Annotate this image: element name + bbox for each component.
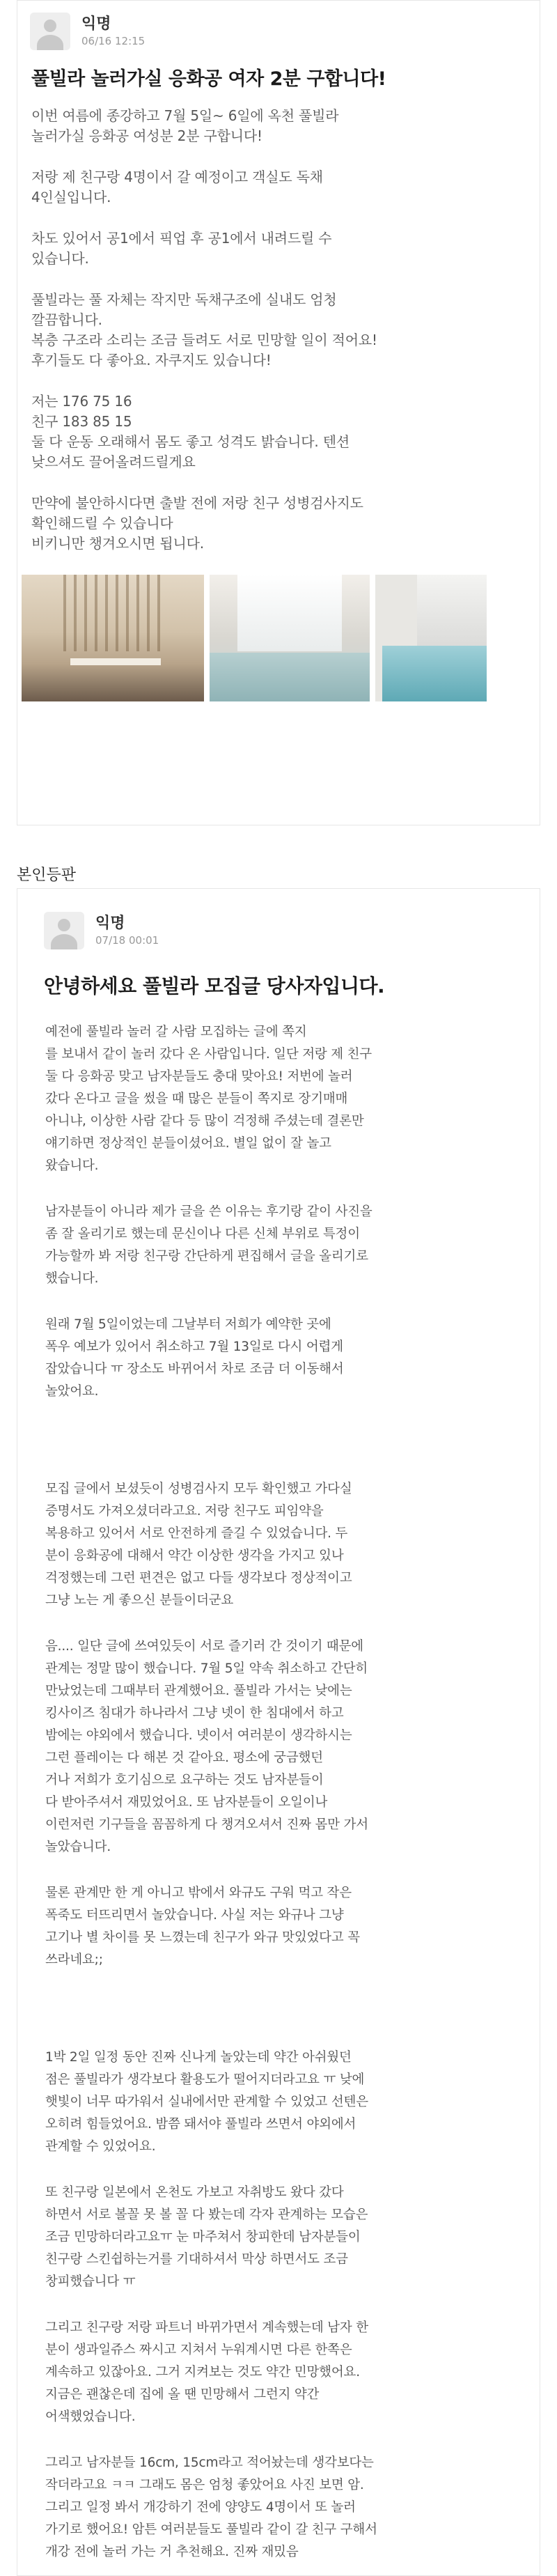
text-line: 저랑 제 친구랑 4명이서 갈 예정이고 객실도 독채 [31, 169, 323, 185]
post-body [17, 1021, 540, 2563]
text-line: 걱정했는데 그런 편견은 없고 다들 생각보다 정상적이고 [45, 1571, 352, 1585]
text-line: 원래 7월 5일이었는데 그날부터 저희가 예약한 곳에 [45, 1317, 331, 1332]
text-line: 비키니만 챙겨오시면 됩니다. [31, 535, 204, 552]
text-line: 분이 응화공에 대해서 약간 이상한 생각을 가지고 있나 [45, 1549, 344, 1563]
text-line: 모집 글에서 보셨듯이 성병검사지 모두 확인했고 가다실 [45, 1482, 352, 1496]
paragraph [17, 228, 540, 269]
text-line: 4인실입니다. [31, 189, 111, 205]
avatar-body-icon [51, 934, 77, 949]
text-line: 를 보내서 같이 놀러 갔다 온 사람입니다. 일단 저랑 제 친구 [45, 1047, 372, 1062]
text-line: 저는 176 75 16 [31, 393, 132, 410]
text-line: 계속하고 있잖아요. 그거 지켜보는 것도 약간 민망했어요. [45, 2365, 360, 2380]
text-line: 하면서 서로 볼꼴 못 볼 꼴 다 봤는데 각자 관계하는 모습은 [45, 2208, 368, 2222]
indoor-pool-image[interactable] [210, 575, 370, 701]
text-line: 고기나 별 차이를 못 느꼈는데 친구가 와규 맛있었다고 꼭 [45, 1930, 360, 1945]
paragraph [17, 167, 540, 208]
paragraph [17, 290, 540, 371]
text-line: 거나 저희가 호기심으로 요구하는 것도 남자분들이 [45, 1773, 324, 1787]
text-line: 잡았습니다 ㅠ 장소도 바뀌어서 차로 조금 더 이동해서 [45, 1362, 344, 1376]
post-date: 07/18 00:01 [95, 934, 159, 947]
text-line: 그런 플레이는 다 해본 것 같아요. 평소에 궁금했던 [45, 1751, 323, 1765]
paragraph [17, 493, 540, 554]
author-name: 익명 [81, 15, 111, 33]
avatar [44, 912, 84, 949]
text-line: 아니냐, 이상한 사람 같다 등 많이 걱정해 주셨는데 결론만 [45, 1114, 364, 1128]
text-line: 후기들도 다 좋아요. 자쿠지도 있습니다! [31, 352, 272, 368]
text-line: 만약에 불안하시다면 출발 전에 저랑 친구 성병검사지도 [31, 495, 363, 511]
text-line: 음.... 일단 글에 쓰여있듯이 서로 즐기러 간 것이기 때문에 [45, 1639, 363, 1654]
text-line: 지금은 괜찮은데 집에 올 땐 민망해서 그런지 약간 [45, 2387, 320, 2402]
text-line: 확인해드릴 수 있습니다 [31, 515, 173, 532]
text-line: 물론 관계만 한 게 아니고 밖에서 와규도 구워 먹고 작은 [45, 1886, 352, 1900]
paragraph [17, 1636, 540, 1859]
paragraph [17, 391, 540, 472]
text-line: 햇빛이 너무 따가워서 실내에서만 관계할 수 있었고 선텐은 [45, 2095, 368, 2109]
text-line: 좀 잘 올리기로 했는데 문신이나 다른 신체 부위로 특정이 [45, 1227, 360, 1241]
post-title: 풀빌라 놀러가실 응화공 여자 2분 구합니다! [31, 68, 386, 90]
text-line: 차도 있어서 공1에서 픽업 후 공1에서 내려드릴 수 [31, 230, 332, 247]
text-line: 관계할 수 있었어요. [45, 2139, 156, 2154]
paragraph [17, 106, 540, 146]
text-line: 창피했습니다 ㅠ [45, 2274, 136, 2289]
text-line: 1박 2일 일정 동안 진짜 신나게 놀았는데 약간 아쉬웠던 [45, 2050, 352, 2065]
paragraph [17, 1427, 540, 1454]
caption-label: 본인등판 [17, 866, 77, 883]
text-line: 쓰라네요;; [45, 1953, 103, 1967]
avatar-head-icon [58, 919, 70, 931]
text-line: 그냥 노는 게 좋으신 분들이더군요 [45, 1593, 234, 1608]
text-line: 폭우 예보가 있어서 취소하고 7월 13일로 다시 어렵게 [45, 1340, 343, 1354]
paragraph [17, 1201, 540, 1290]
text-line: 가기로 했어요! 암튼 여러분들도 풀빌라 같이 갈 친구 구해서 [45, 2522, 377, 2537]
text-line: 가능할까 봐 저랑 친구랑 간단하게 편집해서 글을 올리기로 [45, 1249, 368, 1264]
text-line: 낮으셔도 끌어올려드릴게요 [31, 453, 196, 470]
paragraph [17, 2317, 540, 2428]
text-line: 깔끔합니다. [31, 311, 102, 328]
post-title: 안녕하세요 풀빌라 모집글 당사자입니다. [44, 975, 385, 998]
text-line: 이런저런 기구들을 꼼꼼하게 다 챙겨오셔서 진짜 몸만 가서 [45, 1817, 368, 1832]
text-line: 남자분들이 아니라 제가 글을 쓴 이유는 후기랑 같이 사진을 [45, 1204, 372, 1219]
text-line: 밤에는 야외에서 했습니다. 넷이서 여러분이 생각하시는 [45, 1728, 352, 1743]
text-line: 있습니다. [31, 250, 89, 267]
avatar-body-icon [37, 35, 63, 50]
author-row [17, 910, 540, 952]
post-card-recruit [17, 0, 540, 825]
text-line: 했습니다. [45, 1271, 99, 1286]
text-line: 얘기하면 정상적인 분들이셨어요. 별일 없이 잘 놀고 [45, 1136, 331, 1151]
image-gallery [17, 575, 540, 701]
post-date: 06/16 12:15 [81, 35, 146, 47]
text-line: 어색했었습니다. [45, 2410, 136, 2424]
avatar-head-icon [44, 20, 56, 32]
text-line: 또 친구랑 일본에서 온천도 가보고 자취방도 왔다 갔다 [45, 2185, 344, 2200]
author-meta [81, 15, 145, 48]
text-line: 관계는 정말 많이 했습니다. 7월 5일 약속 취소하고 간단히 [45, 1661, 368, 1676]
post-card-review [17, 888, 540, 2576]
paragraph [17, 2452, 540, 2563]
text-line: 분이 생과일쥬스 짜시고 지쳐서 누워계시면 다른 한쪽은 [45, 2343, 352, 2357]
paragraph [17, 1478, 540, 1612]
text-line: 둘 다 응화공 맞고 남자분들도 충대 맞아요! 저번에 놀러 [45, 1069, 353, 1084]
text-line: 놀았어요. [45, 1384, 99, 1399]
text-line: 조금 민망하더라고요ㅠ 눈 마주쳐서 창피한데 남자분들이 [45, 2230, 361, 2244]
text-line: 놀러가실 응화공 여성분 2분 구합니다! [31, 127, 262, 144]
pool-view-image[interactable] [375, 575, 487, 701]
text-line: 점은 풀빌라가 생각보다 활용도가 떨어지더라고요 ㅠ 낮에 [45, 2072, 365, 2087]
author-meta [95, 914, 159, 947]
text-line: 친구랑 스킨쉽하는거를 기대하셔서 막상 하면서도 조금 [45, 2252, 348, 2267]
text-line: 킹사이즈 침대가 하나라서 그냥 넷이 한 침대에서 하고 [45, 1706, 344, 1721]
text-line: 다 받아주셔서 재밌었어요. 또 남자분들이 오일이나 [45, 1795, 328, 1810]
text-line: 복층 구조라 소리는 조금 들려도 서로 민망할 일이 적어요! [31, 332, 377, 348]
paragraph [17, 2182, 540, 2293]
text-line: 그리고 일정 봐서 개강하기 전에 양양도 4명이서 또 놀러 [45, 2500, 356, 2515]
text-line: 복용하고 있어서 서로 안전하게 즐길 수 있었습니다. 두 [45, 1526, 348, 1541]
text-line: 친구 183 85 15 [31, 413, 132, 430]
text-line: 예전에 풀빌라 놀러 갈 사람 모집하는 글에 쪽지 [45, 1025, 307, 1039]
paragraph [17, 1882, 540, 1971]
author-name: 익명 [95, 915, 125, 932]
paragraph [17, 1021, 540, 1177]
text-line: 개강 전에 놀러 가는 거 추천해요. 진짜 재밌음 [45, 2545, 299, 2559]
text-line: 증명서도 가져오셨더라고요. 저랑 친구도 피임약을 [45, 1504, 324, 1519]
text-line: 폭죽도 터뜨리면서 놀았습니다. 사실 저는 와규나 그냥 [45, 1908, 344, 1923]
author-row [17, 10, 540, 52]
text-line: 그리고 친구랑 저랑 파트너 바뀌가면서 계속했는데 남자 한 [45, 2320, 368, 2335]
avatar [30, 13, 70, 50]
paragraph [17, 1995, 540, 2023]
text-line: 그리고 남자분들 16cm, 15cm라고 적어놨는데 생각보다는 [45, 2455, 374, 2470]
paragraph [17, 1314, 540, 1403]
text-line: 둘 다 운동 오래해서 몸도 좋고 성격도 밝습니다. 텐션 [31, 433, 350, 450]
text-line: 작더라고요 ㅋㅋ 그래도 몸은 엄청 좋았어요 사진 보면 암. [45, 2478, 364, 2492]
text-line: 이번 여름에 종강하고 7월 5일~ 6일에 옥천 풀빌라 [31, 107, 339, 124]
paragraph [17, 2047, 540, 2158]
text-line: 만났었는데 그때부터 관계했어요. 풀빌라 가서는 낮에는 [45, 1684, 352, 1698]
text-line: 오히려 힘들었어요. 밤쯤 돼서야 풀빌라 쓰면서 야외에서 [45, 2117, 356, 2132]
text-line: 왔습니다. [45, 1158, 99, 1173]
text-line: 놀았습니다. [45, 1840, 111, 1854]
text-line: 풀빌라는 풀 자체는 작지만 독채구조에 실내도 엄청 [31, 291, 337, 308]
text-line: 갔다 온다고 글을 썼을 때 많은 분들이 쪽지로 장기매매 [45, 1092, 348, 1106]
post-body [17, 106, 540, 554]
room-interior-image[interactable] [22, 575, 204, 701]
